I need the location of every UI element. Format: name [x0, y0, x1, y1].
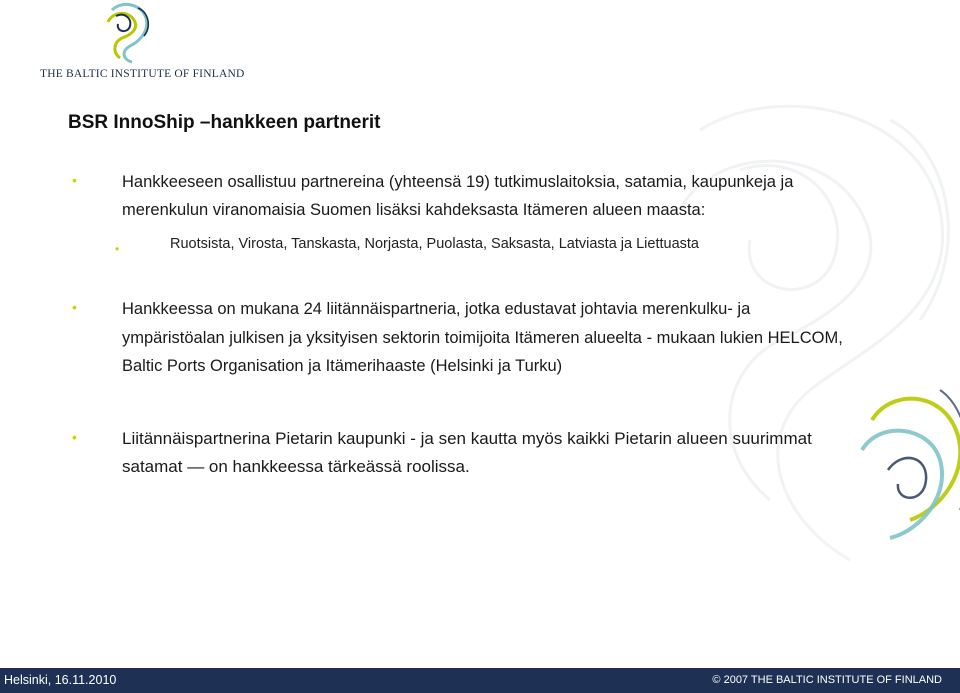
bullet-item — [72, 425, 852, 482]
bullet-text: Liitännäispartnerina Pietarin kaupunki - ja sen kautta myös kaikki Pietarin alueen suurimmat satamat — on hankkeessa tärkeässä roolissa. — [122, 428, 812, 476]
bullet-dot-icon: • — [72, 299, 77, 315]
baltic-institute-logo — [40, 2, 245, 82]
bullet-dot-icon: • — [72, 172, 77, 188]
bullet-dot-icon: • — [72, 428, 77, 445]
footer-date: Helsinki, 16.11.2010 — [4, 673, 117, 687]
bullet-text: Hankkeeseen osallistuu partnereina (yhteensä 19) tutkimuslaitoksia, satamia, kaupunkeja ja merenkulun viranomaisia Suomen lisäksi kahdeksasta Itämeren alueen maasta: — [122, 173, 794, 219]
bullet-item — [72, 168, 852, 224]
bullet-list — [72, 168, 852, 482]
logo-text: THE BALTIC INSTITUTE OF FINLAND — [40, 68, 245, 80]
sub-bullet-item — [72, 230, 852, 259]
footer-bar — [0, 668, 960, 693]
bullet-text: Hankkeessa on mukana 24 liitännäispartneria, jotka edustavat johtavia merenkulku- ja ympäristöalan julkisen ja yksityisen sektorin toimijoita Itämeren alueelta - mukaan lukien HELCOM, Baltic Ports Organisation ja Itämerihaaste (Helsinki ja Turku) — [122, 300, 843, 375]
slide-title: BSR InnoShip –hankkeen partnerit — [68, 112, 381, 133]
bullet-item — [72, 295, 852, 381]
sub-bullet-text: Ruotsista, Virosta, Tanskasta, Norjasta, Puolasta, Saksasta, Latviasta ja Liettuasta — [170, 236, 699, 252]
bullet-dot-icon: • — [115, 242, 120, 256]
logo-emblem-icon — [102, 2, 154, 64]
footer-copyright: © 2007 THE BALTIC INSTITUTE OF FINLAND — [712, 674, 942, 686]
